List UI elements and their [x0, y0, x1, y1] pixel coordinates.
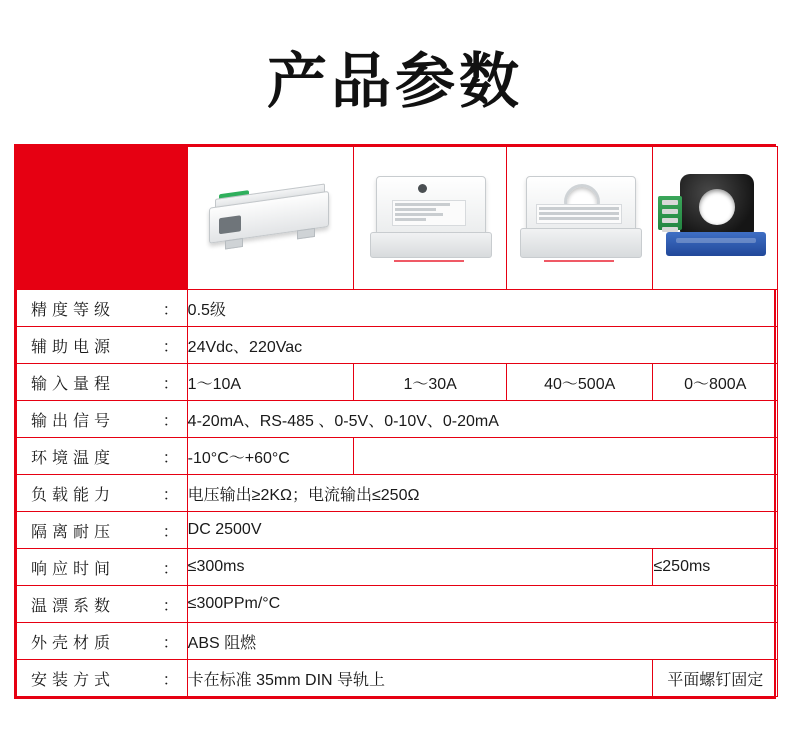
row-label-colon: ： [162, 634, 179, 652]
table-row [17, 549, 778, 586]
row-value-housing-material: ABS 阻燃 [187, 623, 777, 660]
row-label-output-signal [17, 401, 188, 438]
row-value-response-time: ≤300ms [187, 549, 653, 586]
row-value-ambient-temp-spacer [354, 438, 778, 475]
row-label-response-time [17, 549, 188, 586]
table-row [17, 364, 778, 401]
row-value-input-range-2: 1～30A [354, 364, 507, 401]
row-value-ambient-temp: -10°C～+60°C [187, 438, 354, 475]
row-label-text: 响应时间 [31, 560, 116, 578]
row-label-text: 输出信号 [31, 412, 116, 430]
table-row [17, 660, 778, 697]
toroid-hall-sensor-image [653, 147, 777, 289]
row-label-aux-power [17, 327, 188, 364]
page-title: 产品参数 [267, 47, 523, 117]
spec-table-container [14, 144, 776, 699]
row-value-output-signal: 4-20mA、RS-485 、0-5V、0-10V、0-20mA [187, 401, 777, 438]
table-row [17, 401, 778, 438]
row-label-colon: ： [162, 412, 179, 430]
row-label-text: 辅助电源 [31, 338, 116, 356]
row-label-isolation-voltage [17, 512, 188, 549]
row-label-colon: ： [162, 597, 179, 615]
row-value-input-range-4: 0～800A [653, 364, 778, 401]
spec-table [16, 146, 778, 697]
table-row [17, 623, 778, 660]
row-label-colon: ： [162, 301, 179, 319]
row-label-text: 安装方式 [31, 671, 116, 689]
row-label-ambient-temp [17, 438, 188, 475]
panel-mount-transducer-image [354, 147, 506, 289]
row-label-load-capacity [17, 475, 188, 512]
row-label-colon: ： [162, 375, 179, 393]
product-image-cell-4 [653, 147, 778, 290]
table-row [17, 327, 778, 364]
row-value-mounting: 卡在标准 35mm DIN 导轨上 [187, 660, 653, 697]
table-row [17, 586, 778, 623]
row-label-input-range [17, 364, 188, 401]
row-value-input-range-3: 40～500A [506, 364, 653, 401]
row-value-response-time-alt: ≤250ms [653, 549, 778, 586]
row-value-accuracy: 0.5级 [187, 290, 777, 327]
row-label-colon: ： [162, 671, 179, 689]
row-label-colon: ： [162, 449, 179, 467]
row-label-text: 外壳材质 [31, 634, 116, 652]
row-label-colon: ： [162, 560, 179, 578]
row-label-text: 温漂系数 [31, 597, 116, 615]
product-image-cell-2 [354, 147, 507, 290]
row-label-colon: ： [162, 523, 179, 541]
row-value-load-capacity: 电压输出≥2KΩ；电流输出≤250Ω [187, 475, 777, 512]
row-label-housing-material [17, 623, 188, 660]
row-value-input-range-1: 1～10A [187, 364, 354, 401]
product-image-cell-1 [187, 147, 354, 290]
row-label-accuracy [17, 290, 188, 327]
row-value-aux-power: 24Vdc、220Vac [187, 327, 777, 364]
table-row [17, 512, 778, 549]
row-value-isolation-voltage: DC 2500V [187, 512, 777, 549]
row-label-colon: ： [162, 338, 179, 356]
table-row [17, 290, 778, 327]
table-row [17, 438, 778, 475]
table-row [17, 475, 778, 512]
product-image-row [17, 147, 778, 290]
red-header-cell [17, 147, 188, 290]
hole-type-transducer-image [507, 147, 653, 289]
row-label-text: 精度等级 [31, 301, 116, 319]
row-value-mounting-alt: 平面螺钉固定 [653, 660, 778, 697]
row-label-temp-drift [17, 586, 188, 623]
row-label-text: 环境温度 [31, 449, 116, 467]
row-label-text: 输入量程 [31, 375, 116, 393]
row-value-temp-drift: ≤300PPm/°C [187, 586, 777, 623]
product-image-cell-3 [506, 147, 653, 290]
din-rail-module-image [188, 147, 354, 289]
row-label-colon: ： [162, 486, 179, 504]
row-label-mounting [17, 660, 188, 697]
row-label-text: 隔离耐压 [31, 523, 116, 541]
row-label-text: 负载能力 [31, 486, 116, 504]
